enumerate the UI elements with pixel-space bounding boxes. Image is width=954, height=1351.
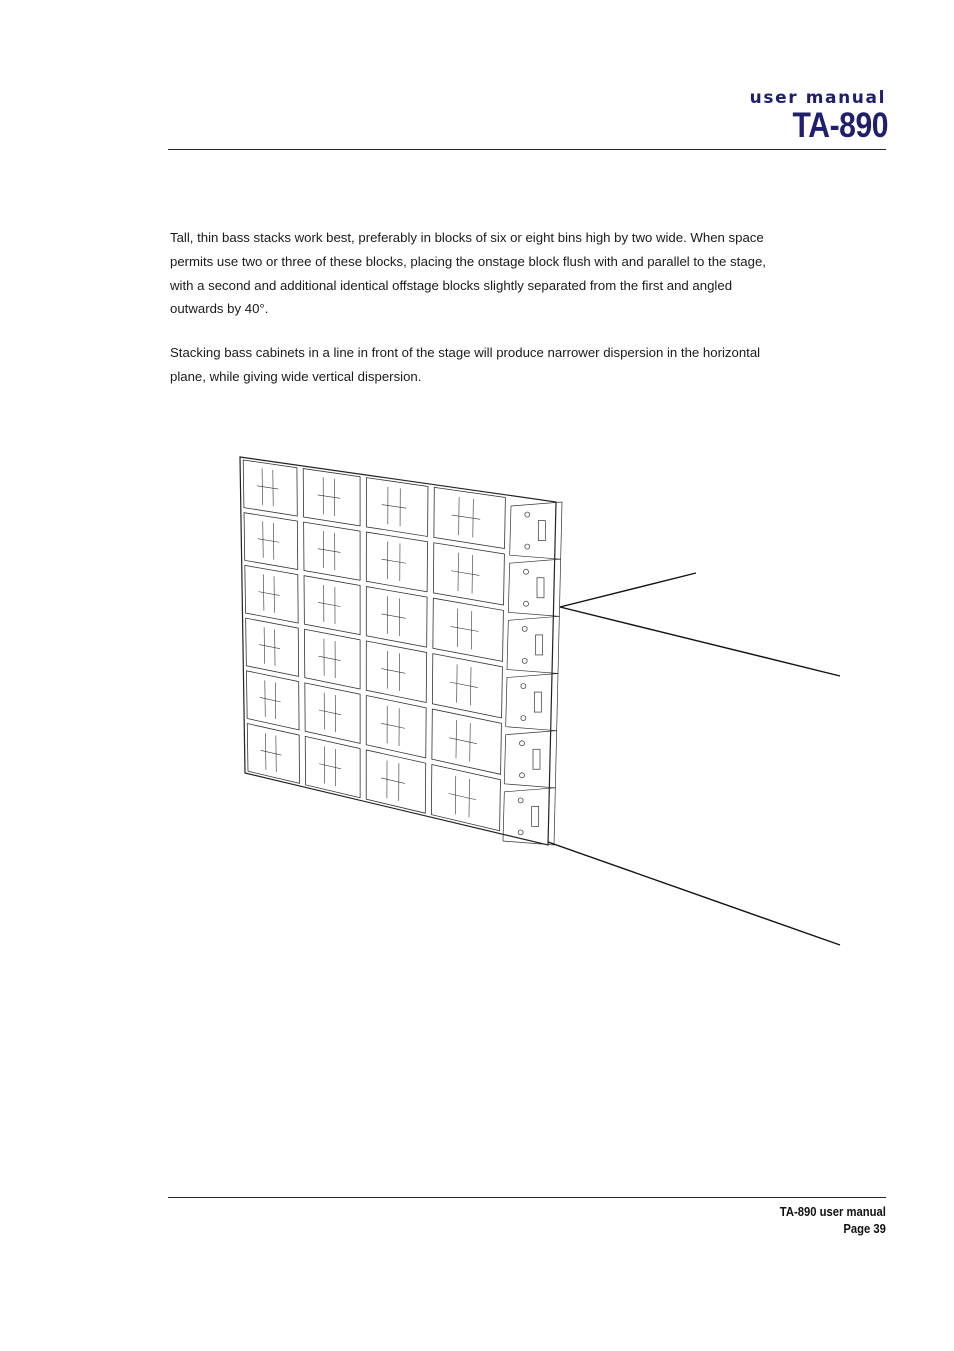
rigging-slot [532,806,539,826]
cabinet-detail-line [381,669,405,674]
cabinet-detail-line [451,571,479,576]
cabinet-detail-line [451,626,479,631]
cabinet-detail-line [319,764,341,769]
rigging-pin [518,830,523,835]
stack-outline [240,457,556,845]
rigging-slot [534,692,541,712]
rigging-pin [522,658,527,663]
cabinet-detail-line [319,710,341,715]
cabinet-detail-line [257,486,278,489]
rigging-plate [507,616,559,673]
cabinet-detail-line [381,723,405,728]
footer-manual-title: TA-890 user manual [779,1205,886,1219]
rigging-slot [538,521,545,541]
rigging-pin [525,544,530,549]
cabinet-detail-line [318,495,341,498]
cabinet-detail-line [382,559,406,563]
rigging-plate [506,674,558,731]
cabinet-detail-line [449,738,477,744]
rigging-slot [537,578,544,598]
cabinet-detail-line [259,645,280,649]
cabinet-detail-line [450,682,478,687]
rigging-slot [533,749,540,769]
cabinet-detail-line [382,505,407,509]
dispersion-line-lower [548,842,840,945]
cabinet-detail-line [452,515,480,519]
rigging-plate [510,502,562,559]
rigging-pin [520,741,525,746]
cabinet-detail-line [260,697,281,701]
footer-rule [168,1197,886,1198]
rigging-slot [536,635,543,655]
dispersion-line-upper-b [560,607,840,676]
rigging-pin [524,601,529,606]
cabinet-detail-line [381,778,405,783]
body-paragraph-1: Tall, thin bass stacks work best, preferably in blocks of six or eight bins high by two wide. When space permits use two or three of these blocks, placing the onstage block flush with and parallel to the stage, with a second and additional identical offstage blocks slightly separated from the first and angled outwards by 40°. [170,230,766,317]
cabinet-detail-line [261,750,282,755]
cabinet-detail-line [258,539,279,543]
cabinet-detail-line [449,793,476,799]
rigging-pin [524,569,529,574]
body-paragraph-2: Stacking bass cabinets in a line in front of the stage will produce narrower dispersion in the horizontal plane, while giving wide vertical dispersion. [170,345,761,384]
cabinet-detail-line [318,656,340,660]
footer [780,1204,886,1238]
cabinet-detail-line [318,602,340,606]
footer-page-number: Page 39 [843,1222,886,1236]
header-title: TA-890 [792,106,888,145]
rigging-pin [522,626,527,631]
cabinet-detail-line [381,614,405,618]
rigging-plate [504,731,556,788]
rigging-pin [525,512,530,517]
rigging-pin [521,716,526,721]
rigging-pin [521,684,526,689]
cabinet-detail-line [258,592,279,596]
rigging-plate [508,559,560,616]
rigging-pin [518,798,523,803]
rigging-pin [520,773,525,778]
cabinet-detail-line [318,549,341,553]
header-subtitle: user manual [749,88,886,108]
dispersion-line-upper-a [560,573,696,607]
